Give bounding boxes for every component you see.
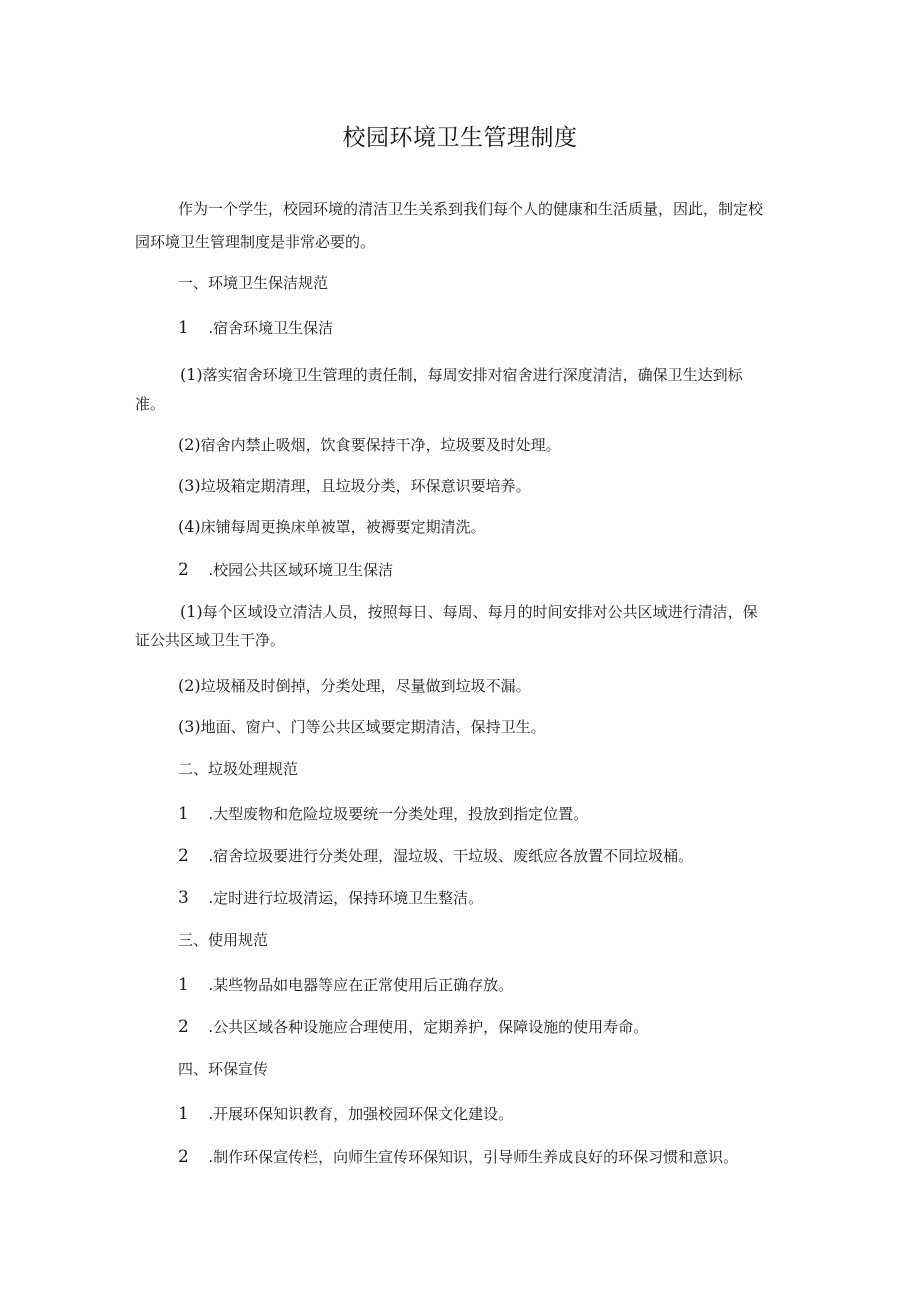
item-marker: (4) bbox=[178, 517, 201, 536]
item-text: .某些物品如电器等应在正常使用后正确存放。 bbox=[208, 976, 514, 994]
section-3-heading: 三、使用规范 bbox=[178, 931, 269, 949]
item-number: 2 bbox=[178, 1017, 189, 1037]
section-2-heading: 二、垃圾处理规范 bbox=[178, 760, 299, 778]
item-text: 垃圾箱定期清理，且垃圾分类，环保意识要培养。 bbox=[200, 477, 531, 495]
list-item bbox=[178, 804, 588, 824]
list-item bbox=[178, 1104, 513, 1124]
subsection-1-1 bbox=[178, 318, 333, 338]
item-number: 2 bbox=[178, 1147, 189, 1167]
item-marker: (1) bbox=[180, 602, 203, 621]
item-number: 3 bbox=[178, 888, 189, 908]
intro-line-1: 作为一个学生，校园环境的清洁卫生关系到我们每个人的健康和生活质量，因此，制定校 bbox=[178, 200, 764, 218]
list-item bbox=[178, 975, 513, 995]
section-1-heading: 一、环境卫生保洁规范 bbox=[178, 274, 329, 292]
list-item bbox=[178, 517, 486, 537]
item-text: .制作环保宣传栏，向师生宣传环保知识，引导师生养成良好的环保习惯和意识。 bbox=[208, 1148, 739, 1166]
item-number: 1 bbox=[178, 1104, 189, 1124]
subsection-number: 1 bbox=[178, 318, 189, 338]
item-text: 垃圾桶及时倒掉，分类处理，尽量做到垃圾不漏。 bbox=[200, 677, 531, 695]
list-item bbox=[180, 602, 758, 622]
item-text: .宿舍垃圾要进行分类处理，湿垃圾、干垃圾、废纸应各放置不同垃圾桶。 bbox=[208, 847, 694, 865]
item-marker: (2) bbox=[178, 435, 201, 454]
subsection-label: .宿舍环境卫生保洁 bbox=[208, 319, 334, 337]
list-item bbox=[178, 1147, 738, 1167]
list-item-continuation: 准。 bbox=[135, 395, 166, 413]
subsection-1-2 bbox=[178, 560, 393, 580]
list-item bbox=[178, 1017, 648, 1037]
item-marker: (3) bbox=[178, 717, 201, 736]
item-text: .开展环保知识教育，加强校园环保文化建设。 bbox=[208, 1105, 514, 1123]
list-item bbox=[178, 676, 531, 696]
subsection-label: .校园公共区域环境卫生保洁 bbox=[208, 561, 394, 579]
subsection-number: 2 bbox=[178, 560, 189, 580]
document-title: 校园环境卫生管理制度 bbox=[342, 125, 578, 151]
item-number: 1 bbox=[178, 804, 189, 824]
list-item bbox=[180, 365, 743, 385]
item-marker: (1) bbox=[180, 365, 203, 384]
list-item bbox=[178, 717, 546, 737]
item-marker: (3) bbox=[178, 476, 201, 495]
item-number: 2 bbox=[178, 846, 189, 866]
item-text: 地面、窗户、门等公共区域要定期清洁，保持卫生。 bbox=[200, 718, 546, 736]
item-text: .大型废物和危险垃圾要统一分类处理，投放到指定位置。 bbox=[208, 805, 589, 823]
list-item bbox=[178, 476, 531, 496]
item-text: .公共区域各种设施应合理使用，定期养护，保障设施的使用寿命。 bbox=[208, 1018, 649, 1036]
item-text: 宿舍内禁止吸烟，饮食要保持干净，垃圾要及时处理。 bbox=[200, 436, 561, 454]
list-item bbox=[178, 846, 693, 866]
item-text: 落实宿舍环境卫生管理的责任制，每周安排对宿舍进行深度清洁，确保卫生达到标 bbox=[202, 366, 743, 384]
item-text: 床铺每周更换床单被罩，被褥要定期清洗。 bbox=[200, 518, 486, 536]
item-text: .定时进行垃圾清运，保持环境卫生整洁。 bbox=[208, 889, 484, 907]
intro-line-2: 园环境卫生管理制度是非常必要的。 bbox=[135, 233, 376, 251]
section-4-heading: 四、环保宣传 bbox=[178, 1060, 269, 1078]
item-text: 每个区域设立清洁人员，按照每日、每周、每月的时间安排对公共区域进行清洁，保 bbox=[202, 603, 758, 621]
list-item bbox=[178, 888, 483, 908]
list-item-continuation: 证公共区域卫生干净。 bbox=[135, 631, 286, 649]
list-item bbox=[178, 435, 561, 455]
item-number: 1 bbox=[178, 975, 189, 995]
item-marker: (2) bbox=[178, 676, 201, 695]
